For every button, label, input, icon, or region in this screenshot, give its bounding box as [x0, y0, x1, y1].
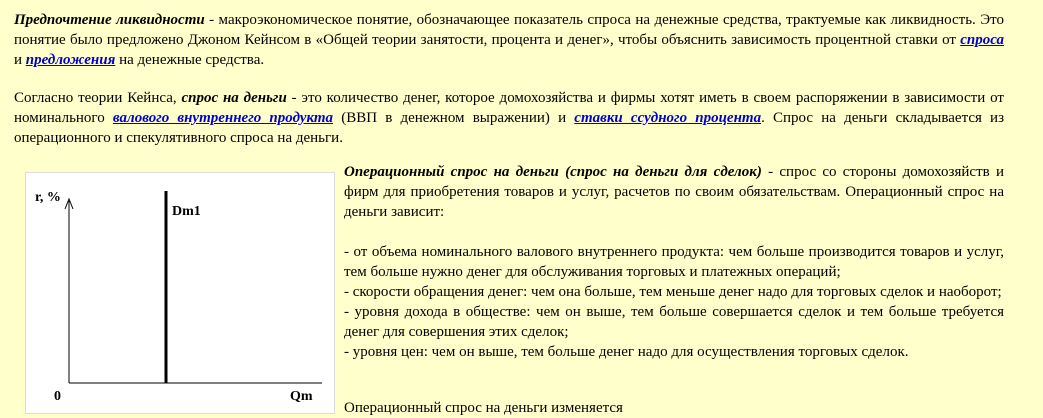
operational-definition	[344, 162, 1004, 222]
y-axis-label: r, %	[35, 190, 61, 205]
operational-demand-term: Операционный спрос на деньги (спрос на деньги для сделок)	[344, 164, 762, 180]
curve-label: Dm1	[172, 204, 201, 219]
keynes-text-3: (ВВП в денежном выражении) и	[333, 110, 575, 126]
operational-change-text: Операционный спрос на деньги изменяется	[344, 400, 623, 416]
x-axis-label: Qm	[290, 389, 313, 404]
money-demand-figure	[25, 172, 335, 414]
keynes-paragraph	[14, 88, 1004, 148]
factor-item: - скорости обращения денег: чем она больше, тем меньше денег надо для торговых сделок и наоборот;	[344, 284, 1002, 300]
demand-link[interactable]: спроса	[960, 32, 1004, 48]
operational-demand-section	[344, 162, 1004, 362]
interest-rate-link[interactable]: ставки ссудного процента	[574, 110, 762, 126]
factor-item: - от объема номинального валового внутреннего продукта: чем больше производится товаров и услуг, тем больше нужно денег для обслуживания торговых и платежных операций;	[344, 244, 1004, 280]
liquidity-preference-term: Предпочтение ликвидности	[14, 12, 205, 28]
factor-item: - уровня цен: чем он выше, тем больше денег надо для осуществления торговых сделок.	[344, 344, 909, 360]
gdp-link[interactable]: валового внутреннего продукта	[112, 110, 334, 126]
intro-paragraph	[14, 10, 1004, 70]
intro-text-and: и	[14, 52, 26, 68]
keynes-text-1: Согласно теории Кейнса,	[14, 90, 182, 106]
keynes-text-4: . Спрос на деньги складывается из операционного и спекулятивного спроса на деньги.	[14, 110, 1004, 146]
money-demand-graph	[26, 173, 334, 413]
factor-item: - уровня дохода в обществе: чем он выше, тем больше совершается сделок и тем больше требуется денег для совершения этих сделок;	[344, 304, 1004, 340]
keynes-text-2: - это количество денег, которое домохозяйства и фирмы хотят иметь в своем распоряжении в зависимости от номинального	[14, 90, 1004, 126]
supply-link[interactable]: предложения	[25, 52, 116, 68]
intro-text-1: - макроэкономическое понятие, обозначающее показатель спроса на денежные средства, трактуемые как ликвидность. Это понятие было предложено Джоном Кейнсом в «Общей теории занятости, процента и денег», чтобы объяснить зависимость процентной ставки от	[14, 12, 1004, 48]
origin-label: 0	[54, 389, 61, 404]
money-demand-term: спрос на деньги	[181, 90, 287, 106]
intro-text-2: на денежные средства.	[115, 52, 265, 68]
operational-text-1: - спрос со стороны домохозяйств и фирм для приобретения товаров и услуг, расчетов по своим обязательствам. Операционный спрос на деньги зависит:	[344, 164, 1004, 220]
